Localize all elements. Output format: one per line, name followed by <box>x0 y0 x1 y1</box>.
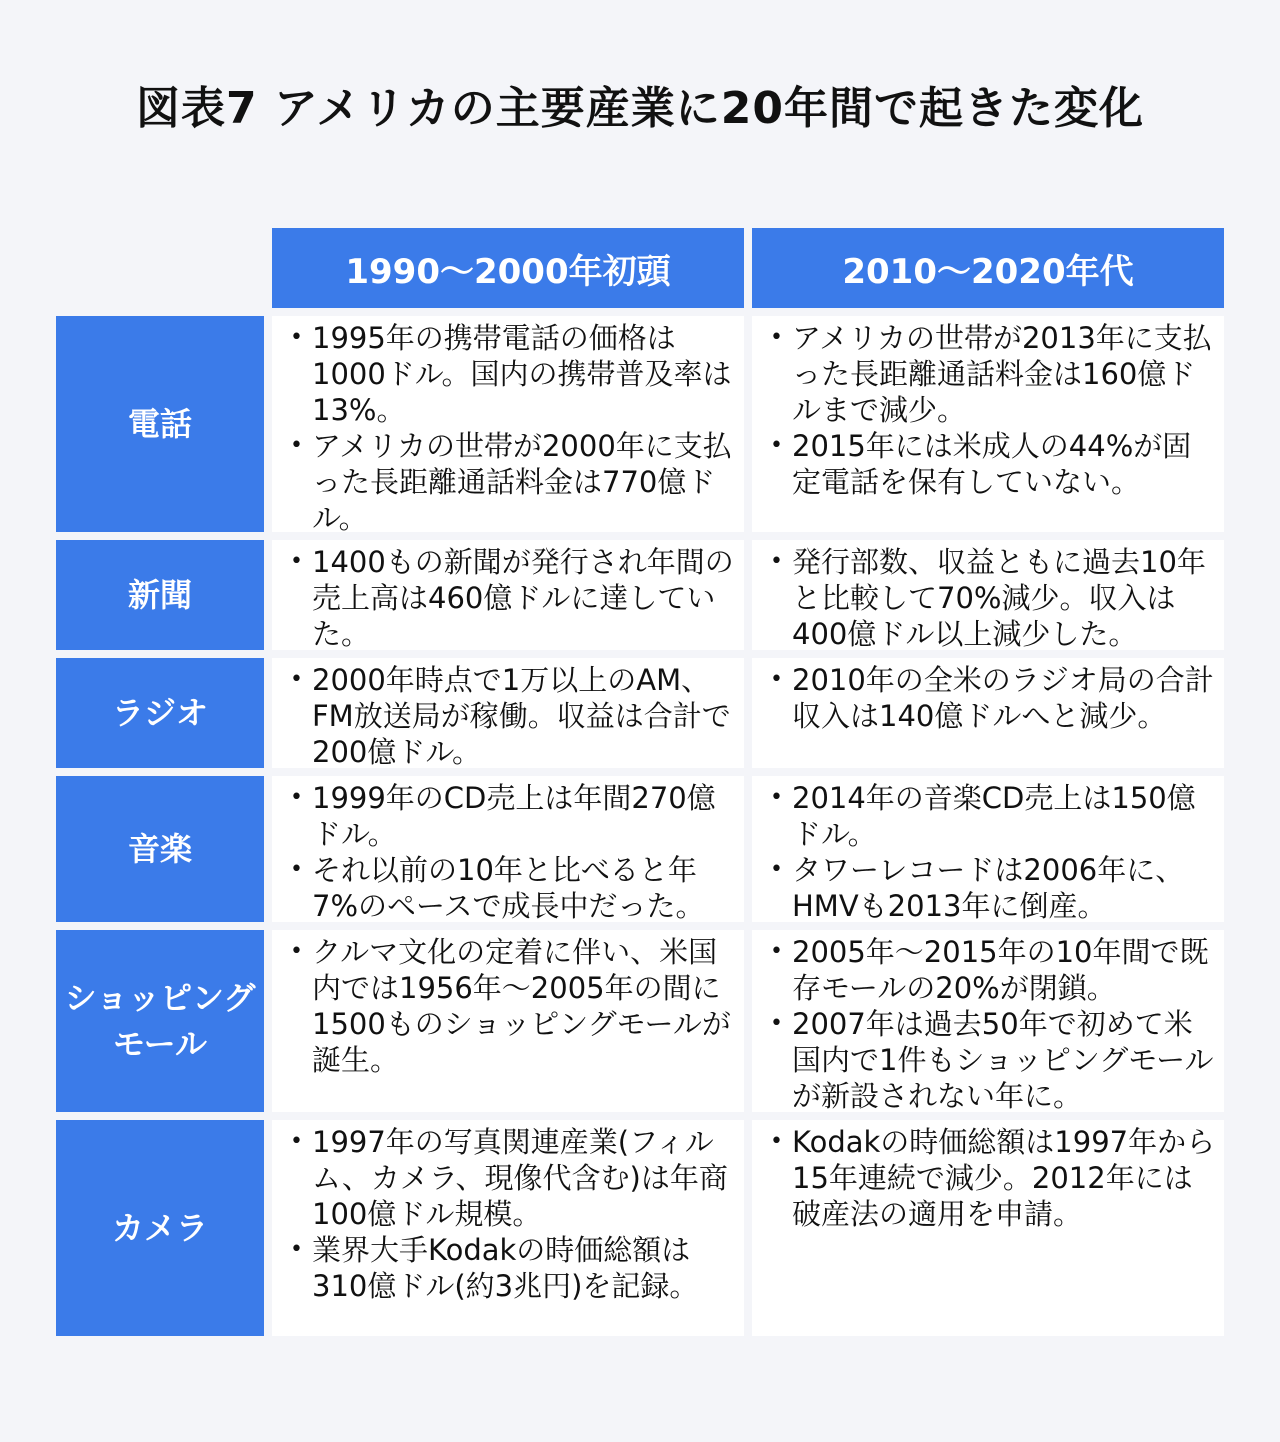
cell-camera-2010s <box>752 1120 1224 1336</box>
list-item: • 1995年の携帯電話の価格は1000ドル。国内の携帯普及率は13%。 <box>288 320 736 428</box>
list-item: • 1999年のCD売上は年間270億ドル。 <box>288 780 736 852</box>
cell-phone-2010s <box>752 316 1224 532</box>
list-item: • 1997年の写真関連産業(フィルム、カメラ、現像代含む)は年商100億ドル規模。 <box>288 1124 736 1232</box>
row-header-music: 音楽 <box>56 776 264 922</box>
list-item: • 発行部数、収益ともに過去10年と比較して70%減少。収入は400億ドル以上減少した。 <box>768 544 1216 650</box>
cell-music-2010s <box>752 776 1224 922</box>
list-item: • Kodakの時価総額は1997年から15年連続で減少。2012年には破産法の適用を申請。 <box>768 1124 1216 1232</box>
cell-camera-1990s <box>272 1120 744 1336</box>
list-item: • アメリカの世帯が2013年に支払った長距離通話料金は160億ドルまで減少。 <box>768 320 1216 428</box>
list-item: • 2015年には米成人の44%が固定電話を保有していない。 <box>768 428 1216 500</box>
page-title: 図表7 アメリカの主要産業に20年間で起きた変化 <box>135 83 1145 134</box>
comparison-table <box>56 228 1224 1336</box>
cell-radio-1990s <box>272 658 744 768</box>
list-item: • 2014年の音楽CD売上は150億ドル。 <box>768 780 1216 852</box>
column-header-1990s: 1990〜2000年初頭 <box>272 228 744 308</box>
cell-music-1990s <box>272 776 744 922</box>
list-item: • 業界大手Kodakの時価総額は310億ドル(約3兆円)を記録。 <box>288 1232 736 1304</box>
list-item: • タワーレコードは2006年に、HMVも2013年に倒産。 <box>768 852 1216 922</box>
list-item: • 2000年時点で1万以上のAM、FM放送局が稼働。収益は合計で200億ドル。 <box>288 662 736 768</box>
list-item: • アメリカの世帯が2000年に支払った長距離通話料金は770億ドル。 <box>288 428 736 532</box>
row-header-shopping-mall: ショッピング モール <box>56 930 264 1112</box>
cell-newspaper-2010s <box>752 540 1224 650</box>
cell-radio-2010s <box>752 658 1224 768</box>
table-corner <box>56 228 264 308</box>
row-header-radio: ラジオ <box>56 658 264 768</box>
list-item: • 2005年〜2015年の10年間で既存モールの20%が閉鎖。 <box>768 934 1216 1006</box>
column-header-2010s: 2010〜2020年代 <box>752 228 1224 308</box>
cell-mall-1990s <box>272 930 744 1112</box>
row-header-phone: 電話 <box>56 316 264 532</box>
list-item: • 2007年は過去50年で初めて米国内で1件もショッピングモールが新設されない年に。 <box>768 1006 1216 1112</box>
cell-phone-1990s <box>272 316 744 532</box>
list-item: • 2010年の全米のラジオ局の合計収入は140億ドルへと減少。 <box>768 662 1216 734</box>
row-header-camera: カメラ <box>56 1120 264 1336</box>
list-item: • 1400もの新聞が発行され年間の売上高は460億ドルに達していた。 <box>288 544 736 650</box>
row-header-newspaper: 新聞 <box>56 540 264 650</box>
list-item: • それ以前の10年と比べると年7%のペースで成長中だった。 <box>288 852 736 922</box>
cell-newspaper-1990s <box>272 540 744 650</box>
list-item: • クルマ文化の定着に伴い、米国内では1956年〜2005年の間に1500ものショッピングモールが誕生。 <box>288 934 736 1078</box>
cell-mall-2010s <box>752 930 1224 1112</box>
